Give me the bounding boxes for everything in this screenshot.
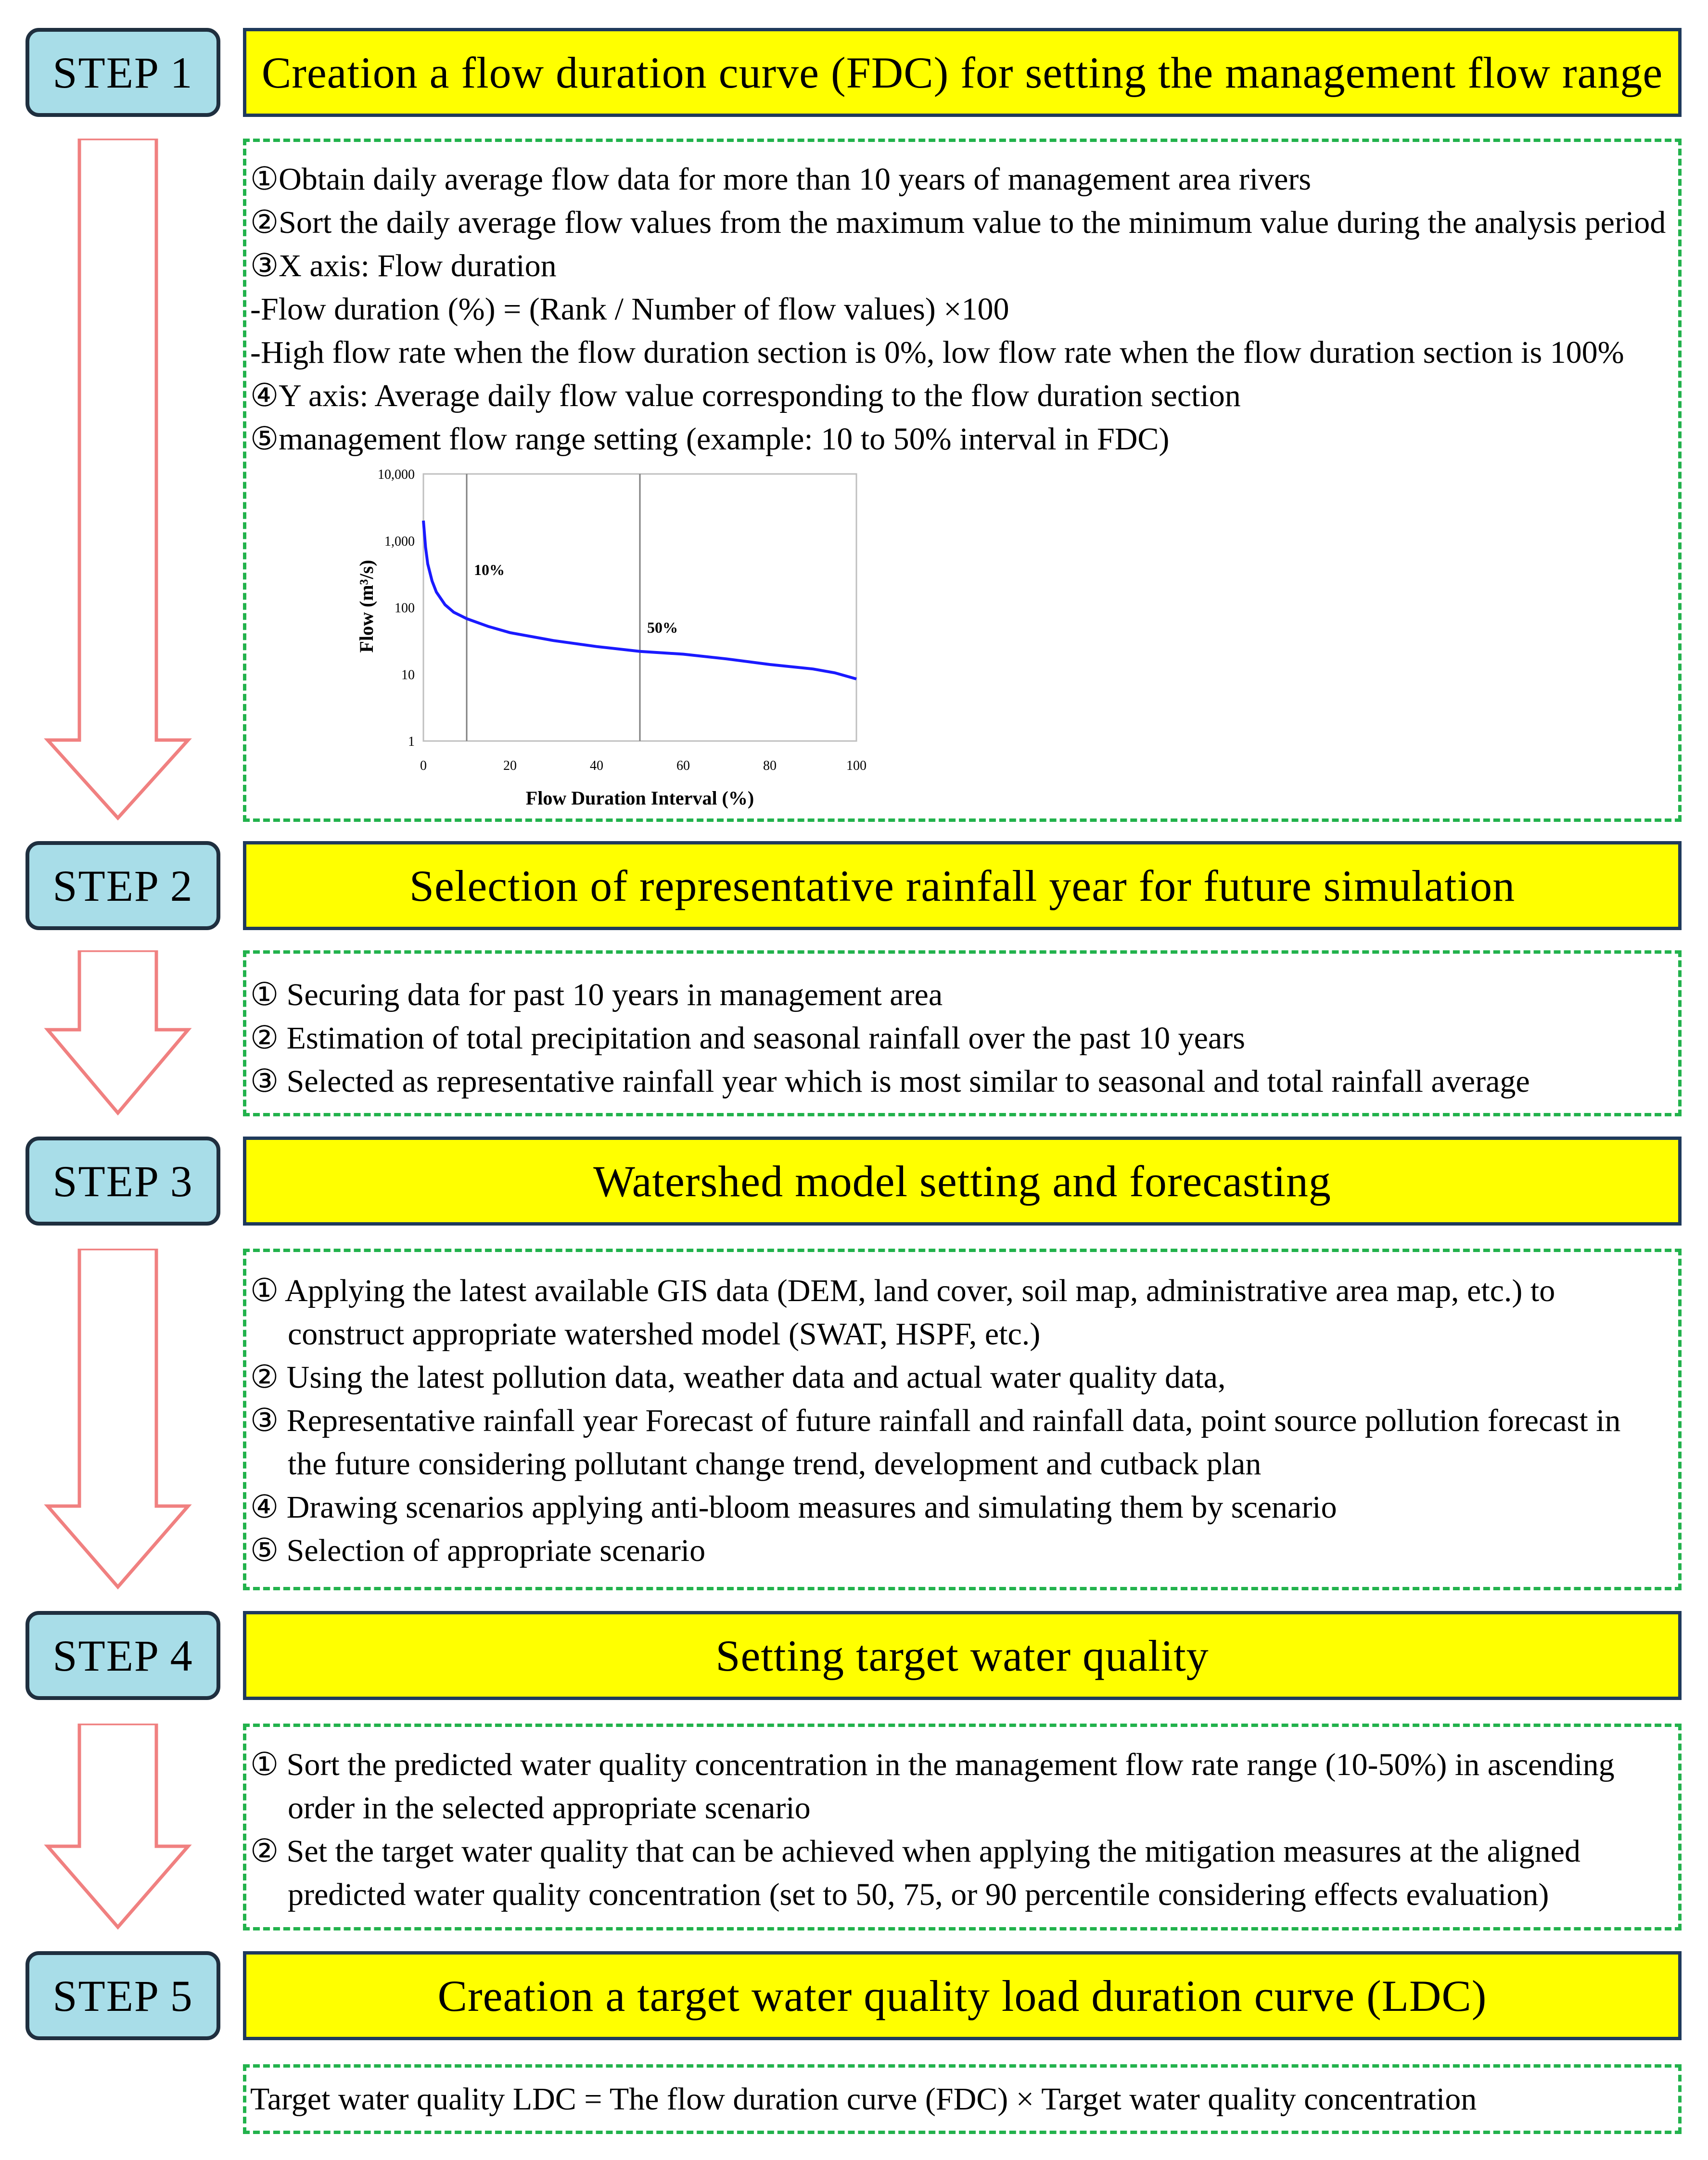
step-4-badge (25, 1611, 220, 1700)
step-2-line-2: ② Estimation of total precipitation and seasonal rainfall over the past 10 years (250, 1021, 1245, 1056)
down-arrow-icon (41, 1249, 195, 1590)
step-3-line-2: construct appropriate watershed model (SWAT, HSPF, etc.) (288, 1316, 1041, 1352)
reference-line-label: 50% (647, 619, 678, 636)
step-3-line-3: ② Using the latest pollution data, weather data and actual water quality data, (250, 1360, 1226, 1395)
step-3-arrow (41, 1249, 195, 1590)
step-4-label: STEP 4 (52, 1631, 193, 1680)
step-3-line-1: ① Applying the latest available GIS data (DEM, land cover, soil map, administrative area map, etc.) to (250, 1273, 1555, 1308)
x-tick-label: 40 (590, 758, 603, 773)
step-3-line-6: ④ Drawing scenarios applying anti-bloom measures and simulating them by scenario (250, 1490, 1337, 1525)
step-2-arrow (41, 950, 195, 1116)
down-arrow-icon (41, 139, 195, 822)
x-tick-label: 100 (846, 758, 867, 773)
step-1-badge (25, 28, 220, 117)
step-2-label: STEP 2 (52, 861, 193, 910)
down-arrow-icon (41, 1724, 195, 1930)
step-3-badge (25, 1137, 220, 1226)
step-4-title-text: Setting target water quality (715, 1631, 1209, 1680)
y-tick-label: 1,000 (384, 534, 415, 549)
x-tick-label: 80 (763, 758, 777, 773)
step-4-line-4: predicted water quality concentration (set to 50, 75, or 90 percentile considering effects evaluation) (288, 1877, 1549, 1912)
step-4-arrow (41, 1724, 195, 1930)
step-1-line-6: ④Y axis: Average daily flow value corresponding to the flow duration section (250, 378, 1241, 413)
step-1-line-5: -High flow rate when the flow duration section is 0%, low flow rate when the flow duration section is 100% (250, 335, 1624, 370)
step-1-title (243, 28, 1682, 117)
step-3-title-text: Watershed model setting and forecasting (593, 1156, 1331, 1206)
step-5-label: STEP 5 (52, 1971, 193, 2020)
step-3-line-4: ③ Representative rainfall year Forecast of future rainfall and rainfall data, point source pollution forecast in (250, 1403, 1621, 1438)
x-tick-label: 60 (676, 758, 690, 773)
step-2-line-3: ③ Selected as representative rainfall year which is most similar to seasonal and total rainfall average (250, 1064, 1530, 1099)
x-tick-label: 0 (420, 758, 427, 773)
step-4-title (243, 1611, 1682, 1700)
step-3-title (243, 1137, 1682, 1226)
step-1-line-7: ⑤management flow range setting (example: 10 to 50% interval in FDC) (250, 422, 1170, 457)
step-1-line-4: -Flow duration (%) = (Rank / Number of flow values) ×100 (250, 292, 1009, 327)
step-4-line-1: ① Sort the predicted water quality concentration in the management flow rate range (10-50%) in ascending (250, 1747, 1615, 1782)
step-1-line-3: ③X axis: Flow duration (250, 248, 557, 283)
step-3-label: STEP 3 (52, 1156, 193, 1206)
step-2-title-text: Selection of representative rainfall year for future simulation (409, 861, 1516, 910)
step-3-line-5: the future considering pollutant change trend, development and cutback plan (288, 1446, 1262, 1482)
step-4-line-2: order in the selected appropriate scenario (288, 1790, 811, 1826)
fdc-chart (327, 462, 880, 818)
y-tick-label: 1 (408, 734, 415, 749)
step-5-title (243, 1951, 1682, 2040)
step-1-title-text: Creation a flow duration curve (FDC) for setting the management flow range (261, 48, 1663, 97)
y-tick-label: 10 (401, 667, 415, 683)
step-5-title-text: Creation a target water quality load duration curve (LDC) (437, 1971, 1487, 2020)
step-5-badge (25, 1951, 220, 2040)
y-tick-label: 10,000 (378, 467, 415, 482)
chart-x-axis-label: Flow Duration Interval (%) (525, 787, 754, 809)
step-1-line-2: ②Sort the daily average flow values from the maximum value to the minimum value during the analysis period (250, 205, 1666, 240)
down-arrow-icon (41, 950, 195, 1116)
step-2-badge (25, 841, 220, 930)
step-3-line-7: ⑤ Selection of appropriate scenario (250, 1533, 706, 1568)
step-1-arrow (41, 139, 195, 822)
step-2-title (243, 841, 1682, 930)
step-1-line-1: ①Obtain daily average flow data for more than 10 years of management area rivers (250, 162, 1312, 197)
step-5-line-1: Target water quality LDC = The flow duration curve (FDC) × Target water quality concentration (250, 2082, 1477, 2117)
step-4-line-3: ② Set the target water quality that can be achieved when applying the mitigation measures at the aligned (250, 1834, 1581, 1869)
chart-y-axis-label: Flow (m³/s) (356, 560, 377, 653)
y-tick-label: 100 (395, 601, 415, 616)
reference-line-label: 10% (474, 561, 505, 578)
step-2-line-1: ① Securing data for past 10 years in management area (250, 977, 943, 1012)
x-tick-label: 20 (503, 758, 517, 773)
step-1-label: STEP 1 (52, 48, 193, 97)
